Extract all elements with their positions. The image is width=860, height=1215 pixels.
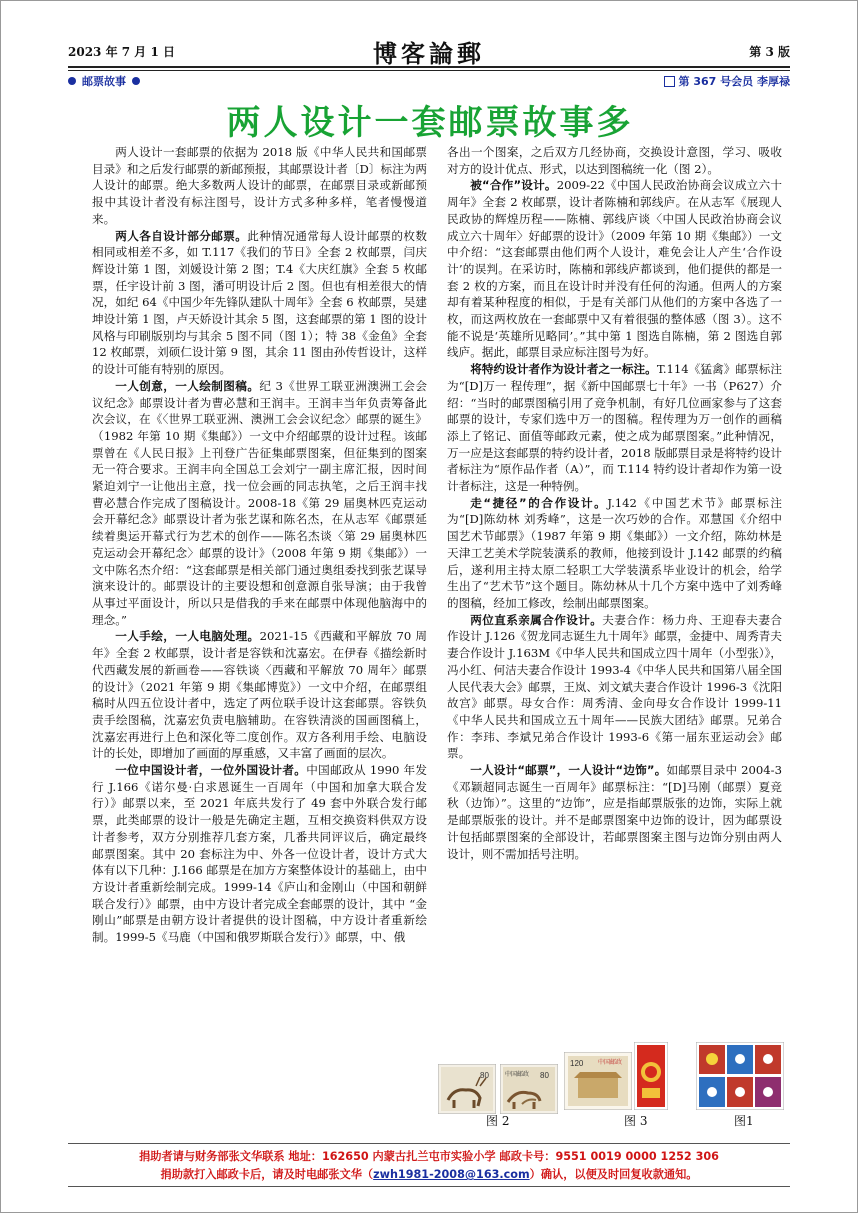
article-paragraph (447, 612, 782, 762)
issue-date: 2023 年 7 月 1 日 (68, 44, 175, 59)
article-paragraph (447, 762, 782, 862)
author-group (664, 73, 790, 89)
header-rule (68, 66, 790, 68)
article-paragraph (447, 495, 782, 612)
header-rule-thin (68, 70, 790, 71)
cppcc-stamp-1 (564, 1052, 632, 1110)
page-number: 第 3 版 (749, 44, 790, 59)
paragraph-heading: 一人手绘，一人电脑处理。 (115, 629, 260, 644)
right-column (447, 144, 782, 1054)
stamp-country: 中国邮政 (598, 1060, 623, 1066)
column-bar (68, 72, 790, 90)
paragraph-heading: 将特约设计者作为设计者之一标注。 (470, 362, 657, 377)
page-header (68, 36, 790, 66)
paragraph-heading: 一位中国设计者，一位外国设计者。 (115, 763, 307, 778)
caption-fig2: 图 2 (486, 1114, 510, 1128)
paragraph-heading: 走“捷径”的合作设计。 (470, 495, 608, 510)
column-name-group (68, 73, 140, 89)
stamp-value: 80 (480, 1071, 489, 1080)
paragraph-text: J.142《中国艺术节》邮票标注为“[D]陈幼林 刘秀峰”，这是一次巧妙的合作。邓慧国《介绍中国艺术节邮票》（1987 年第 9 期《集邮》）一文介绍，陈幼林是天津工艺美术学院装潢系的教师，他接到设计 J.142 邮票的约稿后，遂利用主持太原二轻职工大学装潢系毕业设计的机会，给学生出了“艺术节”这个题目。陈幼林从十几个方案中选中了刘秀峰的图稿，经加工修改，绘制出邮票图案。 (447, 495, 782, 610)
paragraph-heading: 被“合作”设计。 (470, 178, 557, 193)
paragraph-heading: 一人设计“邮票”，一人设计“边饰”。 (470, 763, 667, 778)
stamp-value: 80 (540, 1071, 549, 1080)
footer-line-2-post: ）确认，以便及时回复收款通知。 (529, 1168, 698, 1181)
deer-stamp-2 (500, 1064, 558, 1114)
paragraph-text: 各出一个图案，之后双方几经协商，交换设计意图，学习、吸收对方的设计优点、形式，以达到图稿统一化（图 2）。 (447, 145, 782, 176)
article-paragraph (92, 762, 427, 946)
cppcc-stamp-2 (634, 1042, 668, 1110)
paragraph-text: 如邮票目录中 2004-3《邓颖超同志诞生一百周年》邮票标注：“[D]马刚（邮票）夏竞秋（边饰）”。这里的“边饰”，应是指邮票版张的边饰，实际上就是邮票版张的设计。并不是邮票图案中边饰的设计，因为邮票设计包括邮票图案的全部设计，若邮票图案主图与边饰分别由两人设计，则不需加括号注明。 (447, 763, 782, 861)
pioneer-stamps-block (696, 1042, 784, 1110)
article-paragraph (92, 628, 427, 762)
footer-line-2-pre: 捐助款打入邮政卡后，请及时电邮张文华（ (160, 1168, 374, 1181)
caption-fig3: 图 3 (624, 1114, 648, 1128)
paragraph-heading: 两人各自设计部分邮票。 (115, 228, 248, 243)
paragraph-heading: 一人创意，一人绘制图稿。 (115, 378, 260, 393)
article-title: 两人设计一套邮票故事多 (226, 103, 634, 143)
footer-notice (68, 1143, 790, 1187)
column-name: 邮票故事 (82, 75, 126, 88)
footer-line-2 (161, 1166, 698, 1182)
caption-fig1: 图1 (734, 1114, 754, 1128)
deer-stamp-1 (438, 1064, 496, 1114)
paragraph-text: 此种情况通常每人设计邮票的枚数相同或相差不多，如 T.117《我们的节日》全套 2 枚邮票，闫庆辉设计第 1 图，刘媛设计第 2 图；T.4《大庆红旗》全套 5 枚邮票，任宇设计前 3 图，潘可明设计后 2 图。但也有相差很大的情况，如纪 64《中国少年先锋队建队十周年》全套 6 枚邮票，吴建坤设计第 1 图，卢天娇设计其余 5 图，这套邮票的第 1 图的设计风格与印刷版别均与其余 5 图不同（图 1）；特 38《金鱼》全套 12 枚邮票，刘硕仁设计第 9 图，其余 11 图由孙传哲设计，这样的设计可能有特别的原因。 (92, 228, 427, 377)
stamp-country: 中国邮政 (505, 1072, 530, 1078)
figure-captions (438, 1112, 783, 1128)
paragraph-text: 纪 3《世界工联亚洲澳洲工会会议纪念》邮票设计者为曹必慧和王润丰。王润丰当年负责筹备此次会议，在《〈世界工联亚洲、澳洲工会会议纪念〉邮票的诞生》（1982 年第 10 期《集邮》）一文中介绍邮票的设计过程。该邮票曾在《人民日报》上刊登广告征集邮票图案，但征集到的图案无一符合要求。王润丰向全国总工会刘宁一副主席汇报，因时间紧迫刘宁一让他出主意，找一位会画的同志执笔，之后王润丰找曹必慧合作完成了图稿设计。2008-18《第 29 届奥林匹克运动会开幕纪念》邮票设计者为张艺谋和陈名杰，在从志军《邮票延续着奥运开幕式行为艺术的创作——陈名杰谈〈第 29 届奥林匹克运动会开幕纪念〉邮票的设计》（2008 年第 9 期《集邮》）一文中陈名杰介绍：“这套邮票是相关部门通过奥组委找到张艺谋导演来设计的。邮票设计的主要设想和创意源自张导演；由于我曾从事过平面设计，所以只是借我的手来在邮票中体现他脑海中的理念。” (92, 378, 427, 627)
author-label: 第 367 号会员 李厚禄 (678, 75, 790, 88)
article-paragraph (92, 144, 427, 228)
paragraph-heading: 两位直系亲属合作设计。 (470, 612, 603, 627)
article-body (92, 144, 782, 1054)
article-paragraph (447, 144, 782, 177)
paragraph-text: 2009-22《中国人民政治协商会议成立六十周年》全套 2 枚邮票，设计者陈楠和郭线庐。在从志军《展现人民政协的辉煌历程——陈楠、郭线庐谈〈中国人民政治协商会议成立六十周年〉好邮票的设计》（2009 年第 10 期《集邮》）一文中介绍：“这套邮票由他们两个人设计，难免会让人产生‘合作设计’的误判。在采访时，陈楠和郭线庐都谈到，他们提供的都是一套 2 枚的方案，而且在设计时并没有任何的沟通。但两人的方案却有着某种程度的相似，于是有关部门从他们的方案中各选了一枚，而这两枚放在一套邮票中又有着很强的整体感（图 3）。这不能不说是‘英雄所见略同’。”其中第 1 图选自陈楠，第 2 图选自郭线庐。据此，邮票目录应标注图号为好。 (447, 178, 782, 360)
footer-email-link[interactable]: zwh1981-2008@163.com (373, 1168, 530, 1181)
article-paragraph (447, 361, 782, 495)
figure-strip (438, 1042, 783, 1114)
footer-line-1: 捐助者请与财务部张文华联系 地址：162650 内蒙古扎兰屯市实验小学 邮政卡号：9551 0019 0000 1252 306 (139, 1150, 719, 1163)
paragraph-text: T.114《猛禽》邮票标注为“[D]万一 程传理”，据《新中国邮票七十年》一书（P627）介绍：“当时的邮票图稿引用了竞争机制，有好几位画家参与了这套邮票的设计，专家们选中万一的图稿。程传理为万一创作的画稿添上了铭记、面值等邮政元素，使之成为邮票图案。”此种情况，万一应是这套邮票的特约设计者，2018 版邮票目录是将特约设计者标注为“原作品作者（A）”，而 T.114 特约设计者却作为第一设计者标注，这是一种特例。 (447, 362, 782, 494)
masthead-title: 博客論郵 (373, 38, 485, 68)
paragraph-text: 夫妻合作：杨力舟、王迎春夫妻合作设计 J.126《贺龙同志诞生九十周年》邮票，金捷中、周秀青夫妻合作设计 J.163M《中华人民共和国成立四十周年（小型张）》，冯小红、何洁夫妻合作设计 1993-4《中华人民共和国第八届全国人民代表大会》邮票，王岚、刘文斌夫妻合作设计 1996-3《沈阳故宫》邮票。母女合作：周秀清、金向母女合作设计 1999-11《中华人民共和国成立五十周年——民族大团结》邮票。兄弟合作：李玮、李斌兄弟合作设计 1993-6《第一届东亚运动会》邮票。 (447, 612, 782, 761)
left-column (92, 144, 427, 1054)
stamp-value: 120 (570, 1059, 584, 1068)
square-icon (664, 76, 675, 87)
article-paragraph (92, 378, 427, 629)
bullet-dot-icon (132, 77, 140, 85)
paragraph-text: 2021-15《西藏和平解放 70 周年》全套 2 枚邮票，设计者是容铁和沈嘉宏。在伊春《描绘新时代西藏发展的新画卷——容铁谈〈西藏和平解放 70 周年〉邮票的设计》（2021 年第 9 期《集邮博览》）一文中介绍，在邮票组稿时从四五位设计者中，选定了两位联手设计这套邮票。容铁负责手绘图稿，沈嘉宏负责电脑辅助。在容铁清淡的国画图稿上，沈嘉宏再进行上色和深化等二度创作。双方各利用手绘、电脑设计的长处，即增加了画面的厚重感，又丰富了画面的层次。 (92, 629, 427, 761)
paragraph-text: 中国邮政从 1990 年发行 J.166《诺尔曼·白求恩诞生一百周年（中国和加拿大联合发行）》邮票以来，至 2021 年底共发行了 49 套中外联合发行邮票，此类邮票的设计一般是先确定主题，互相交换资料供双方设计者参考，双方分别推荐几套方案，几番共同评议后，确定最终邮票图案。其中 20 套标注为中、外各一位设计者，设计方式大体有以下几种：J.166 邮票是在加方方案整体设计的基础上，由中方设计者重新绘制完成。1999-14《庐山和金刚山（中国和朝鲜联合发行）》邮票，由中方设计者完成全套邮票的设计，其中 “金刚山”邮票是由朝方设计者提供的设计图稿，中方设计者重新绘制。1999-5《马鹿（中国和俄罗斯联合发行）》邮票，中、俄 (92, 763, 427, 945)
article-paragraph (447, 177, 782, 361)
paragraph-text: 两人设计一套邮票的依据为 2018 版《中华人民共和国邮票目录》和之后发行邮票的新邮预报，其邮票设计者〔D〕标注为两人设计的邮票。绝大多数两人设计的邮票，在邮票目录或新邮预报中其设计者没有标注图号，设计方式多种多样，笔者慢慢道来。 (92, 145, 427, 226)
bullet-dot-icon (68, 77, 76, 85)
article-paragraph (92, 228, 427, 378)
